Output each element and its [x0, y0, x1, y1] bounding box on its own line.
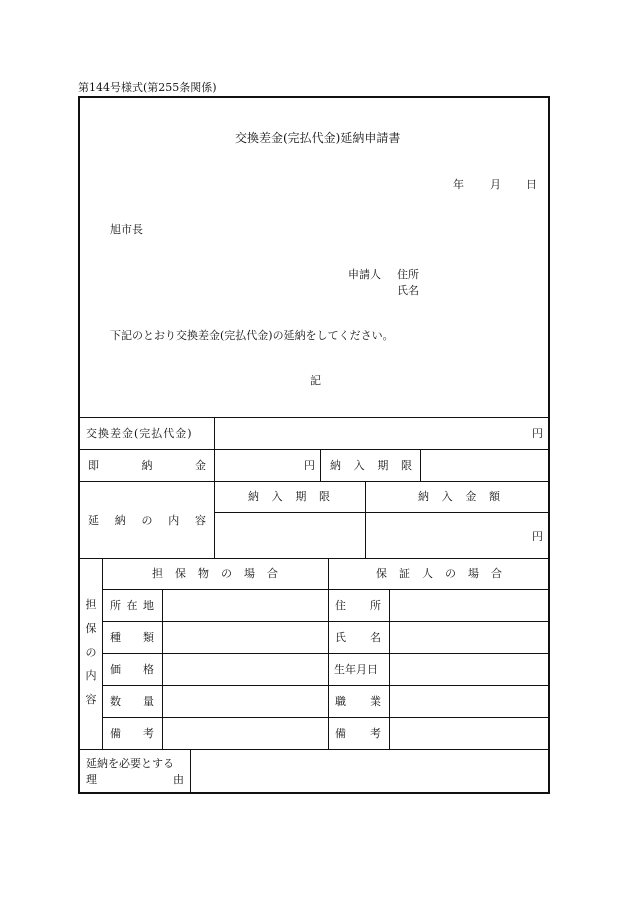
addressee: 旭市長 [110, 223, 143, 236]
application-form [78, 96, 550, 794]
reason-label-line1: 延納を必要とする [86, 757, 174, 770]
guarantor-occupation-label: 職 業 [335, 695, 381, 708]
exchange-amount-yen: 円 [532, 427, 543, 440]
property-header: 担 保 物 の 場 合 [152, 567, 278, 580]
amount-column-header: 納 入 金 額 [418, 490, 500, 503]
applicant-name-label: 氏名 [397, 284, 419, 297]
form-title: 交換差金(完払代金)延納申請書 [235, 131, 401, 145]
form-number: 第144号様式(第255条関係) [78, 81, 217, 94]
date-month: 月 [490, 178, 501, 191]
collateral-side-label: 担 保 の 内 容 [85, 598, 97, 706]
ki-label: 記 [310, 374, 321, 387]
property-quantity-label: 数 量 [110, 695, 154, 708]
property-remarks-label: 備 考 [110, 727, 154, 740]
property-location-label: 所 在 地 [110, 599, 154, 612]
exchange-amount-label: 交換差金(完払代金) [86, 427, 193, 440]
property-price-label: 価 格 [110, 663, 154, 676]
deferral-content-label: 延 納 の 内 容 [88, 514, 206, 527]
guarantor-header: 保 証 人 の 場 合 [376, 567, 502, 580]
date-year: 年 [453, 178, 464, 191]
applicant-address-label: 住所 [397, 268, 419, 281]
guarantor-birthdate-label: 生年月日 [334, 663, 378, 676]
request-text: 下記のとおり交換差金(完払代金)の延納をしてください。 [110, 329, 394, 342]
due-column-header: 納 入 期 限 [248, 490, 330, 503]
applicant-label: 申請人 [348, 268, 381, 281]
reason-label-line2: 理 由 [86, 773, 184, 786]
immediate-payment-yen: 円 [304, 459, 315, 472]
guarantor-remarks-label: 備 考 [335, 727, 381, 740]
payment-due-label: 納 入 期 限 [330, 459, 412, 472]
property-type-label: 種 類 [110, 631, 154, 644]
date-day: 日 [526, 178, 537, 191]
guarantor-name-label: 氏 名 [335, 631, 381, 644]
immediate-payment-label: 即 納 金 [88, 459, 206, 472]
deferral-amount-yen: 円 [532, 530, 543, 543]
guarantor-address-label: 住 所 [335, 599, 381, 612]
